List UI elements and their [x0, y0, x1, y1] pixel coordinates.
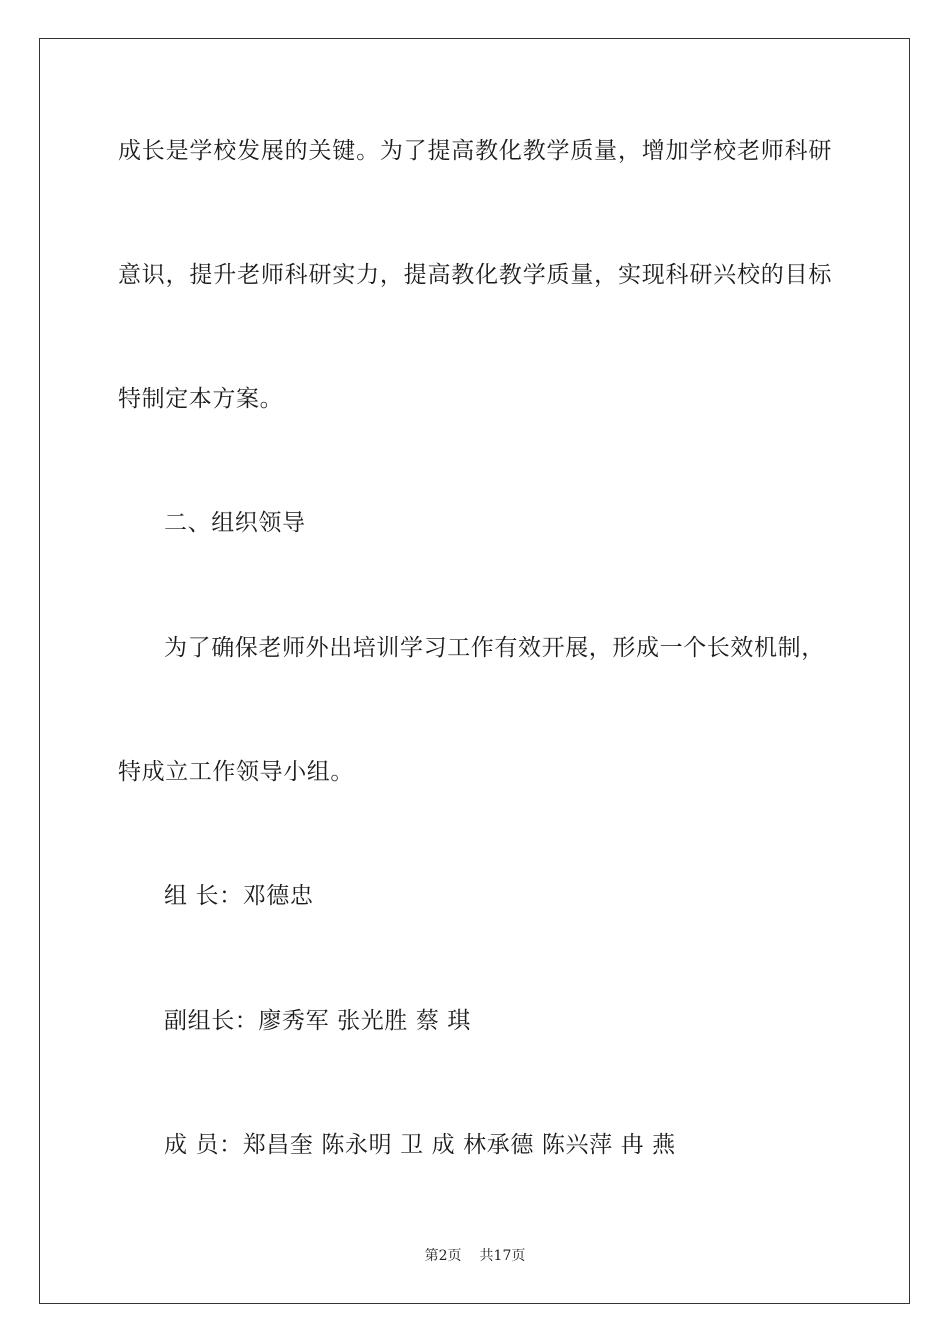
- paragraph-line-3: 特制定本方案。: [118, 386, 284, 412]
- page-footer: [0, 1247, 950, 1265]
- group-leader-line: 组 长：邓德忠: [164, 883, 314, 909]
- deputy-leader-line: 副组长：廖秀军 张光胜 蔡 琪: [164, 1008, 471, 1034]
- members-line: 成 员：郑昌奎 陈永明 卫 成 林承德 陈兴萍 冉 燕: [164, 1132, 676, 1158]
- page-border: [39, 38, 910, 1304]
- paragraph-line-5: 为了确保老师外出培训学习工作有效开展，形成一个长效机制，: [164, 635, 825, 661]
- section-heading-organization: 二、组织领导: [164, 510, 306, 536]
- paragraph-line-1: 成长是学校发展的关键。为了提高教化教学质量，增加学校老师科研: [118, 138, 832, 164]
- paragraph-line-2: 意识，提升老师科研实力，提高教化教学质量，实现科研兴校的目标: [118, 262, 832, 288]
- paragraph-line-6: 特成立工作领导小组。: [118, 759, 354, 785]
- page-total: 共17页: [479, 1248, 526, 1264]
- page-number: 第2页: [424, 1248, 462, 1264]
